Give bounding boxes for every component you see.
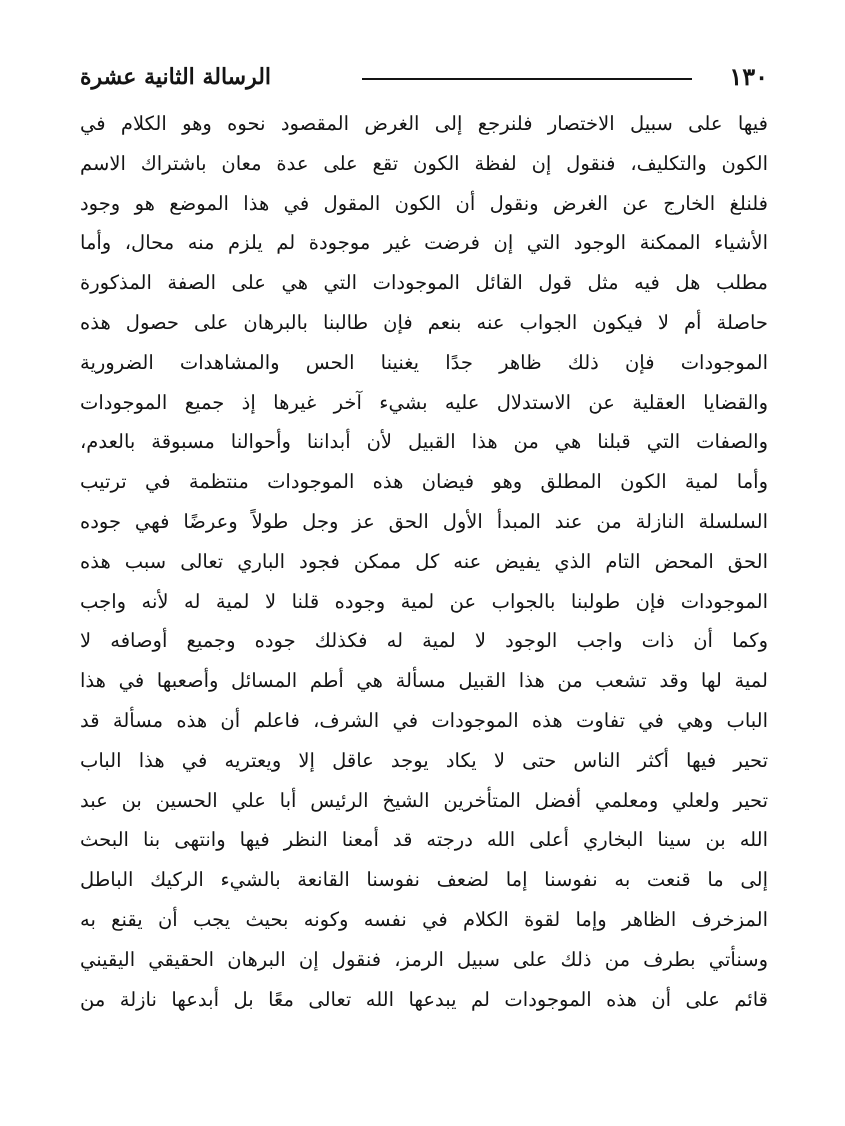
page-header xyxy=(80,58,768,102)
text-line: إلى ما قنعت به نفوسنا إما لضعف نفوسنا القانعة بالشيء الركيك الباطل xyxy=(80,868,768,892)
text-line: والصفات التي قبلنا هي من هذا القبيل لأن أبداننا وأحوالنا مسبوقة بالعدم، xyxy=(80,430,768,454)
text-line: الكون والتكليف، فنقول إن لفظة الكون تقع على عدة معان باشتراك الاسم xyxy=(80,151,768,175)
text-line: وأما لمية الكون المطلق وهو فيضان هذه الموجودات منتظمة في ترتيب xyxy=(80,470,768,494)
text-line: حاصلة أم لا فيكون الجواب عنه بنعم فإن طالبنا بالبرهان على حصول هذه xyxy=(80,310,768,334)
running-title: الرسالة الثانية عشرة xyxy=(80,64,272,90)
text-line: مطلب هل فيه مثل قول القائل الموجودات التي هي على الصفة المذكورة xyxy=(80,271,768,295)
page-number: ١٣٠ xyxy=(729,62,768,91)
text-line: وسنأتي بطرف من ذلك على سبيل الرمز، فنقول إن البرهان الحقيقي اليقيني xyxy=(80,947,768,971)
text-line: المزخرف الظاهر وإما لقوة الكلام في نفسه وكونه بحيث يجب أن يقنع به xyxy=(80,907,768,931)
text-line: الله بن سينا البخاري أعلى الله درجته قد أمعنا النظر فيها وانتهى بنا البحث xyxy=(80,828,768,852)
text-line: الباب وهي في تفاوت هذه الموجودات في الشرف، فاعلم أن هذه مسألة قد xyxy=(80,708,768,732)
text-line: فيها على سبيل الاختصار فلنرجع إلى الغرض المقصود نحوه وهو الكلام في xyxy=(80,112,768,135)
text-line: لمية لها وقد تشعب من هذا القبيل مسألة هي أطم المسائل وأصعبها في هذا xyxy=(80,669,768,693)
text-line: وكما أن ذات واجب الوجود لا لمية له فكذلك جوده وجميع أوصافه لا xyxy=(80,629,768,653)
text-line: الحق المحض التام الذي يفيض عنه كل ممكن فجود الباري تعالى سبب هذه xyxy=(80,549,768,573)
text-line: تحير ولعلي ومعلمي أفضل المتأخرين الشيخ الرئيس أبا علي الحسين بن عبد xyxy=(80,788,768,812)
text-line: الموجودات فإن ذلك ظاهر جدًا يغنينا الحس والمشاهدات الضرورية xyxy=(80,350,768,374)
header-rule xyxy=(362,78,692,80)
text-line: السلسلة النازلة من عند المبدأ الأول الحق عز وجل طولاً وعرضًا فهي جوده xyxy=(80,509,768,533)
text-line: والقضايا العقلية عن الاستدلال عليه بشيء آخر غيرها إذ جميع الموجودات xyxy=(80,390,768,414)
text-line: فلنلغ الخارج عن الغرض ونقول أن الكون المقول في هذا الموضع هو وجود xyxy=(80,191,768,215)
text-line: تحير فيها أكثر الناس حتى لا يكاد يوجد عاقل إلا ويعتريه في هذا الباب xyxy=(80,748,768,772)
body-text xyxy=(80,104,768,1019)
text-line: قائم على أن هذه الموجودات لم يبدعها الله تعالى معًا بل أبدعها نازلة من xyxy=(80,987,768,1011)
text-line: الأشياء الممكنة الوجود التي إن فرضت غير موجودة لم يلزم منه محال، وأما xyxy=(80,231,768,255)
text-line: الموجودات فإن طولبنا بالجواب عن لمية وجوده قلنا لا لمية له لأنه واجب xyxy=(80,589,768,613)
